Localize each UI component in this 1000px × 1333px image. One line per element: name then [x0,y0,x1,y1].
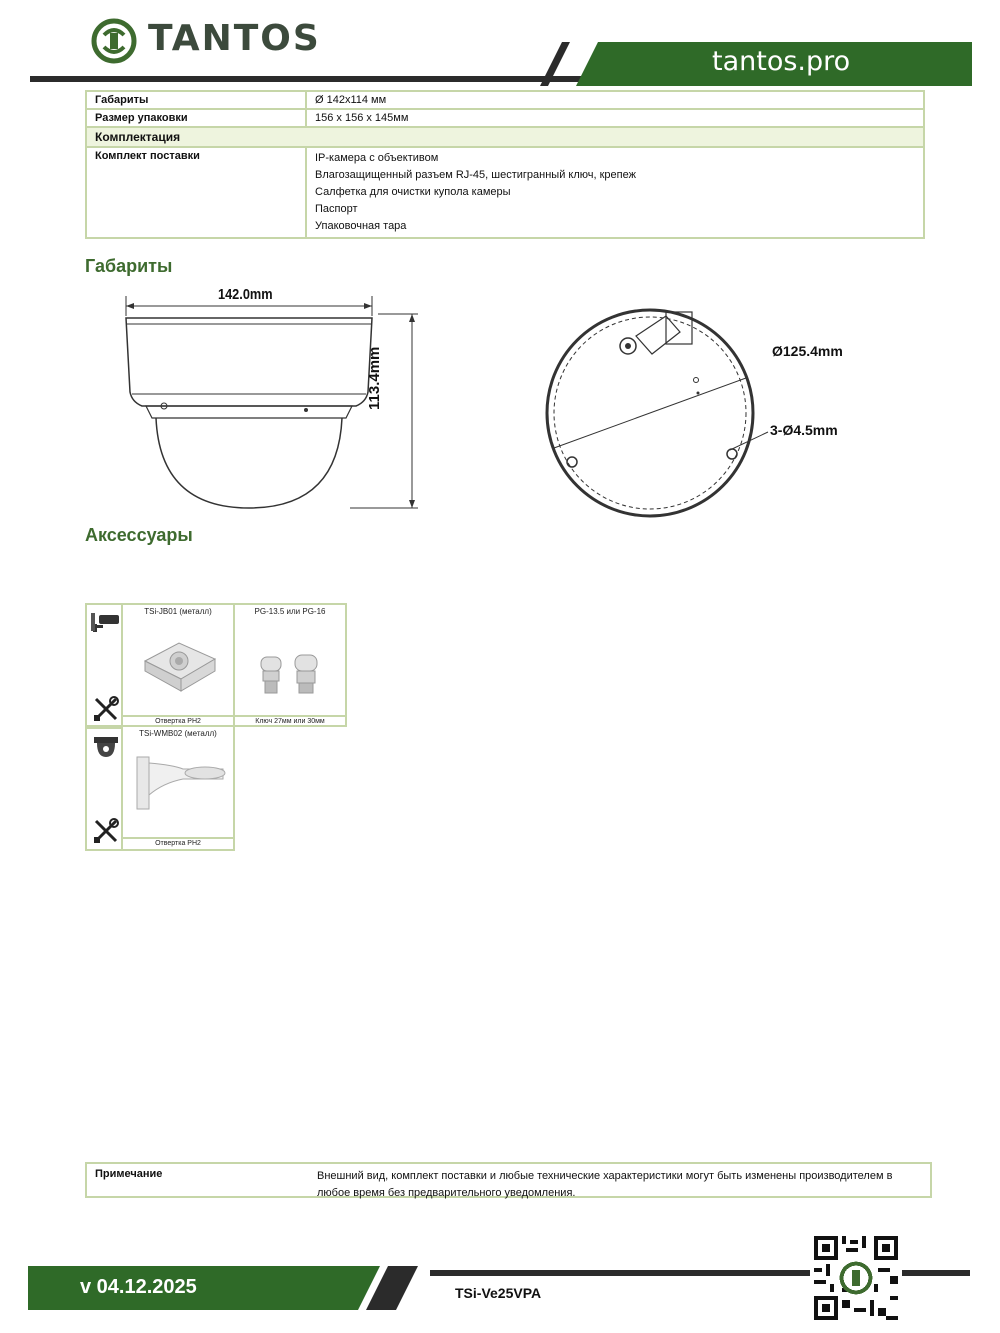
note-text: Внешний вид, комплект поставки и любые технические характеристики могут быть изменены производителем в любое время без предварительного уведомления. [317,1170,893,1199]
wall-mount-image [133,749,229,815]
acc-wmb02-cell [121,725,235,851]
junction-box-image [139,631,219,695]
acc-jb01-title: TSi-JB01 (металл) [144,607,212,616]
acc-jb01-tool: Отвертка PH2 [123,715,233,725]
kit-item: Салфетка для очистки купола камеры [315,186,511,198]
acc-pg-tool: Ключ 27мм или 30мм [235,715,345,725]
spec-key: Габариты [86,91,306,109]
acc-wmb02-tool: Отвертка PH2 [123,837,233,847]
brand-logo-text: TANTOS [148,18,321,59]
height-label: 113.4mm [366,346,383,410]
header-rule [30,76,590,82]
acc-icon-cell [85,603,123,727]
acc-pg-title: PG-13.5 или PG-16 [254,607,326,616]
kit-items [306,147,924,238]
kit-item: Влагозащищенный разъем RJ-45, шестигранный ключ, крепеж [315,169,636,181]
site-url[interactable]: tantos.pro [712,46,851,77]
cable-gland-image [255,653,331,697]
top-view-drawing [540,300,770,522]
document-version: v 04.12.2025 [80,1276,197,1298]
spec-value: 156 x 156 x 145мм [306,109,924,127]
note-box [85,1162,932,1198]
kit-item: Паспорт [315,203,358,215]
spec-key: Размер упаковки [86,109,306,127]
spec-row [86,91,924,109]
acc-jb01-cell [121,603,235,727]
accessories-grid [85,603,347,851]
acc-pg-cell [233,603,347,727]
tools-icon [92,817,120,845]
model-name: TSi-Ve25VPA [455,1285,542,1301]
bullet-camera-icon [91,611,121,633]
tantos-logo-icon [90,17,138,65]
spec-key: Комплект поставки [86,147,306,238]
note-key: Примечание [95,1168,163,1180]
acc-icon-cell [85,727,123,851]
kit-item: IP-камера с объективом [315,152,439,164]
holes-label: 3-Ø4.5mm [770,422,838,438]
acc-wmb02-title: TSi-WMB02 (металл) [139,729,217,738]
dome-camera-icon [91,735,121,759]
tools-icon [92,695,120,723]
spec-section-title: Комплектация [86,127,924,147]
spec-row [86,109,924,127]
dimensions-heading: Габариты [85,256,173,276]
accessories-heading: Аксессуары [85,525,193,545]
kit-item: Упаковочная тара [315,220,407,232]
diameter-label: Ø125.4mm [772,343,843,359]
spec-section-row [86,127,924,147]
spec-row [86,147,924,238]
qr-code-icon[interactable] [810,1232,902,1324]
width-label: 142.0mm [218,286,273,303]
spec-value: Ø 142x114 мм [306,91,924,109]
spec-table [85,90,925,239]
